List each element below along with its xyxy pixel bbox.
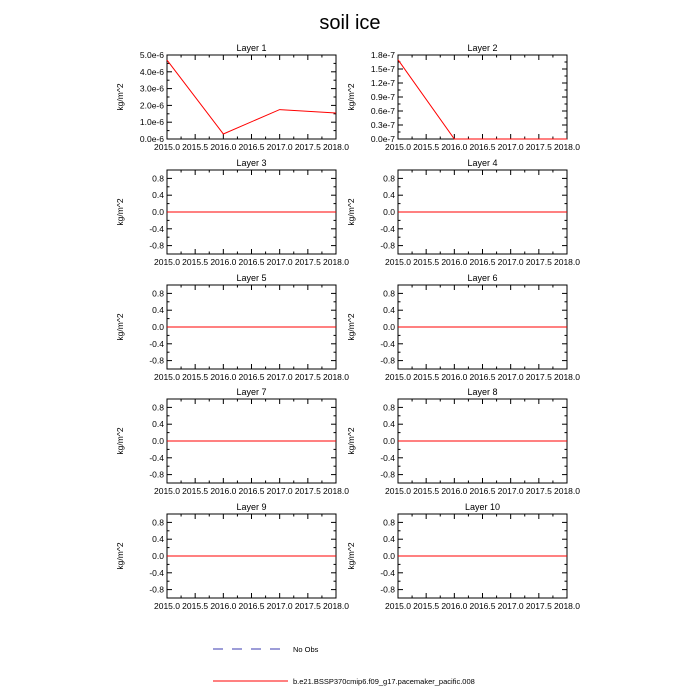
panel-10-title: Layer 10 bbox=[464, 502, 501, 512]
panel-9-ytick-label: -0.8 bbox=[149, 584, 164, 595]
panel-1-ylabel: kg/m^2 bbox=[115, 83, 125, 111]
panel-9-xtick-label: 2017.0 bbox=[266, 601, 293, 611]
panel-2-xtick-label: 2017.0 bbox=[497, 142, 524, 152]
panel-4-title: Layer 4 bbox=[467, 158, 498, 168]
panel-4-xtick-label: 2015.5 bbox=[413, 257, 440, 267]
panel-8-ylabel: kg/m^2 bbox=[346, 427, 356, 455]
panel-4-ytick-label: -0.8 bbox=[380, 240, 395, 251]
panel-3-xtick-label: 2017.0 bbox=[266, 257, 293, 267]
panel-6-xtick-label: 2015.0 bbox=[385, 372, 411, 382]
panel-6-xtick-label: 2015.5 bbox=[413, 372, 440, 382]
panel-1-ytick-label: 4.0e-6 bbox=[139, 66, 164, 77]
panel-5-xtick-label: 2015.5 bbox=[182, 372, 209, 382]
panel-1-xtick-label: 2016.5 bbox=[238, 142, 265, 152]
panel-6-ytick-label: -0.4 bbox=[380, 338, 395, 349]
panel-1-xtick-label: 2015.5 bbox=[182, 142, 209, 152]
panel-9-title: Layer 9 bbox=[236, 502, 267, 512]
panel-1-ytick-label: 0.0e-6 bbox=[139, 134, 164, 144]
panel-6-ytick-label: -0.8 bbox=[380, 355, 395, 366]
panel-9 bbox=[115, 502, 349, 611]
panel-2-frame bbox=[398, 55, 567, 139]
panel-10-ytick-label: -0.4 bbox=[380, 567, 395, 578]
panel-8-xtick-label: 2017.0 bbox=[497, 486, 524, 496]
panel-6 bbox=[346, 273, 580, 382]
panel-2 bbox=[346, 43, 580, 152]
panel-9-ylabel: kg/m^2 bbox=[115, 542, 125, 570]
panel-6-xtick-label: 2017.5 bbox=[525, 372, 552, 382]
panel-7-ytick-label: 0.0 bbox=[152, 436, 164, 446]
panel-10-ytick-label: 0.4 bbox=[383, 534, 395, 545]
panel-3-xtick-label: 2017.5 bbox=[294, 257, 321, 267]
panel-6-ytick-label: 0.0 bbox=[383, 322, 395, 332]
panel-2-xtick-label: 2018.0 bbox=[554, 142, 580, 152]
panel-5-xtick-label: 2016.5 bbox=[238, 372, 265, 382]
panel-5-ytick-label: 0.8 bbox=[152, 288, 164, 299]
panel-7 bbox=[115, 387, 349, 496]
panel-5-xtick-label: 2017.5 bbox=[294, 372, 321, 382]
panel-10 bbox=[346, 502, 580, 611]
panel-9-ytick-label: -0.4 bbox=[149, 567, 164, 578]
panel-1-ytick-label: 3.0e-6 bbox=[139, 83, 164, 94]
panel-5-ylabel: kg/m^2 bbox=[115, 313, 125, 341]
panel-10-ytick-label: 0.8 bbox=[383, 517, 395, 528]
panel-10-xtick-label: 2018.0 bbox=[554, 601, 580, 611]
panel-5-xtick-label: 2018.0 bbox=[323, 372, 349, 382]
panel-5-xtick-label: 2015.0 bbox=[154, 372, 180, 382]
panel-8-xtick-label: 2015.5 bbox=[413, 486, 440, 496]
panel-6-xtick-label: 2017.0 bbox=[497, 372, 524, 382]
panel-1-ytick-label: 1.0e-6 bbox=[139, 117, 164, 128]
panel-9-ytick-label: 0.0 bbox=[152, 551, 164, 561]
panel-8-ytick-label: 0.8 bbox=[383, 402, 395, 413]
panel-4-ytick-label: -0.4 bbox=[380, 223, 395, 234]
panel-1-frame bbox=[167, 55, 336, 139]
panel-8-ytick-label: 0.4 bbox=[383, 419, 395, 430]
panel-9-xtick-label: 2018.0 bbox=[323, 601, 349, 611]
panel-6-xtick-label: 2016.0 bbox=[441, 372, 468, 382]
panel-10-ytick-label: -0.8 bbox=[380, 584, 395, 595]
panel-7-xtick-label: 2017.5 bbox=[294, 486, 321, 496]
panel-4-ytick-label: 0.8 bbox=[383, 173, 395, 184]
panel-1-title: Layer 1 bbox=[236, 43, 267, 53]
panel-7-ytick-label: 0.8 bbox=[152, 402, 164, 413]
panel-10-xtick-label: 2015.0 bbox=[385, 601, 411, 611]
panel-9-xtick-label: 2015.5 bbox=[182, 601, 209, 611]
panel-8-ytick-label: 0.0 bbox=[383, 436, 395, 446]
panel-3-ytick-label: -0.4 bbox=[149, 223, 164, 234]
panel-3-ylabel: kg/m^2 bbox=[115, 198, 125, 226]
panel-7-ytick-label: 0.4 bbox=[152, 419, 164, 430]
legend-label-no-obs: No Obs bbox=[293, 645, 319, 654]
panel-1-xtick-label: 2016.0 bbox=[210, 142, 237, 152]
panel-7-title: Layer 7 bbox=[236, 387, 267, 397]
legend bbox=[213, 645, 475, 686]
panel-10-xtick-label: 2017.0 bbox=[497, 601, 524, 611]
panel-2-ytick-label: 0.9e-7 bbox=[370, 92, 395, 102]
panel-3 bbox=[115, 158, 349, 267]
panel-2-ytick-label: 1.2e-7 bbox=[370, 78, 395, 88]
panel-2-ytick-label: 0.0e-7 bbox=[370, 134, 395, 144]
panel-2-ytick-label: 0.6e-7 bbox=[370, 106, 395, 116]
panel-4-ylabel: kg/m^2 bbox=[346, 198, 356, 226]
legend-label-model-run: b.e21.BSSP370cmip6.f09_g17.pacemaker_pacific.008 bbox=[293, 677, 475, 686]
panel-1-xtick-label: 2017.0 bbox=[266, 142, 293, 152]
panel-6-ytick-label: 0.4 bbox=[383, 305, 395, 316]
panel-10-xtick-label: 2016.0 bbox=[441, 601, 468, 611]
panel-10-ylabel: kg/m^2 bbox=[346, 542, 356, 570]
panel-5-ytick-label: -0.8 bbox=[149, 355, 164, 366]
panel-6-title: Layer 6 bbox=[467, 273, 498, 283]
panel-10-xtick-label: 2017.5 bbox=[525, 601, 552, 611]
panel-6-ylabel: kg/m^2 bbox=[346, 313, 356, 341]
panel-9-xtick-label: 2017.5 bbox=[294, 601, 321, 611]
panel-8-title: Layer 8 bbox=[467, 387, 498, 397]
panel-7-xtick-label: 2015.0 bbox=[154, 486, 180, 496]
panel-4-xtick-label: 2017.0 bbox=[497, 257, 524, 267]
panels-group bbox=[115, 43, 580, 611]
panel-2-series-line bbox=[398, 60, 567, 139]
panel-3-ytick-label: 0.8 bbox=[152, 173, 164, 184]
panel-3-xtick-label: 2018.0 bbox=[323, 257, 349, 267]
panel-9-xtick-label: 2016.0 bbox=[210, 601, 237, 611]
panel-1-xtick-label: 2018.0 bbox=[323, 142, 349, 152]
panel-5-ytick-label: 0.4 bbox=[152, 305, 164, 316]
panel-2-ytick-label: 1.8e-7 bbox=[370, 50, 395, 60]
panel-5-xtick-label: 2017.0 bbox=[266, 372, 293, 382]
panel-7-xtick-label: 2015.5 bbox=[182, 486, 209, 496]
panel-2-xtick-label: 2016.0 bbox=[441, 142, 468, 152]
panel-5-ytick-label: -0.4 bbox=[149, 338, 164, 349]
panel-6-ytick-label: 0.8 bbox=[383, 288, 395, 299]
panel-3-ytick-label: 0.4 bbox=[152, 190, 164, 201]
panel-9-xtick-label: 2015.0 bbox=[154, 601, 180, 611]
panel-8-ytick-label: -0.8 bbox=[380, 469, 395, 480]
panel-8 bbox=[346, 387, 580, 496]
panel-7-xtick-label: 2016.0 bbox=[210, 486, 237, 496]
panel-9-ytick-label: 0.4 bbox=[152, 534, 164, 545]
panel-5-ytick-label: 0.0 bbox=[152, 322, 164, 332]
panel-9-xtick-label: 2016.5 bbox=[238, 601, 265, 611]
panel-3-xtick-label: 2015.0 bbox=[154, 257, 180, 267]
panel-2-title: Layer 2 bbox=[467, 43, 498, 53]
panel-4-xtick-label: 2018.0 bbox=[554, 257, 580, 267]
panel-1-ytick-label: 2.0e-6 bbox=[139, 100, 164, 111]
panel-3-xtick-label: 2015.5 bbox=[182, 257, 209, 267]
panel-5 bbox=[115, 273, 349, 382]
panel-8-ytick-label: -0.4 bbox=[380, 452, 395, 463]
panel-7-ytick-label: -0.8 bbox=[149, 469, 164, 480]
panel-4-xtick-label: 2016.5 bbox=[469, 257, 496, 267]
panel-2-xtick-label: 2015.0 bbox=[385, 142, 411, 152]
panel-2-ytick-label: 1.5e-7 bbox=[370, 64, 395, 74]
panel-2-xtick-label: 2015.5 bbox=[413, 142, 440, 152]
panel-8-xtick-label: 2017.5 bbox=[525, 486, 552, 496]
panel-1-ytick-label: 5.0e-6 bbox=[139, 50, 164, 60]
panel-10-xtick-label: 2016.5 bbox=[469, 601, 496, 611]
panel-8-xtick-label: 2016.0 bbox=[441, 486, 468, 496]
panel-1 bbox=[115, 43, 349, 152]
panel-4-xtick-label: 2015.0 bbox=[385, 257, 411, 267]
panel-2-ytick-label: 0.3e-7 bbox=[370, 120, 395, 130]
panel-4 bbox=[346, 158, 580, 267]
panel-2-ylabel: kg/m^2 bbox=[346, 83, 356, 111]
panel-8-xtick-label: 2015.0 bbox=[385, 486, 411, 496]
panel-7-xtick-label: 2016.5 bbox=[238, 486, 265, 496]
panel-6-xtick-label: 2016.5 bbox=[469, 372, 496, 382]
panel-7-ylabel: kg/m^2 bbox=[115, 427, 125, 455]
panel-3-title: Layer 3 bbox=[236, 158, 267, 168]
panel-8-xtick-label: 2016.5 bbox=[469, 486, 496, 496]
panel-1-xtick-label: 2017.5 bbox=[294, 142, 321, 152]
panel-4-xtick-label: 2016.0 bbox=[441, 257, 468, 267]
panel-5-xtick-label: 2016.0 bbox=[210, 372, 237, 382]
panel-1-xtick-label: 2015.0 bbox=[154, 142, 180, 152]
panel-10-xtick-label: 2015.5 bbox=[413, 601, 440, 611]
panel-2-xtick-label: 2017.5 bbox=[525, 142, 552, 152]
panel-9-ytick-label: 0.8 bbox=[152, 517, 164, 528]
panel-6-xtick-label: 2018.0 bbox=[554, 372, 580, 382]
panel-3-ytick-label: 0.0 bbox=[152, 207, 164, 217]
panel-4-ytick-label: 0.0 bbox=[383, 207, 395, 217]
panel-4-ytick-label: 0.4 bbox=[383, 190, 395, 201]
figure-title: soil ice bbox=[319, 12, 381, 34]
panel-2-xtick-label: 2016.5 bbox=[469, 142, 496, 152]
panel-5-title: Layer 5 bbox=[236, 273, 267, 283]
panel-7-xtick-label: 2017.0 bbox=[266, 486, 293, 496]
panel-3-ytick-label: -0.8 bbox=[149, 240, 164, 251]
panel-3-xtick-label: 2016.5 bbox=[238, 257, 265, 267]
panel-7-ytick-label: -0.4 bbox=[149, 452, 164, 463]
panel-4-xtick-label: 2017.5 bbox=[525, 257, 552, 267]
panel-3-xtick-label: 2016.0 bbox=[210, 257, 237, 267]
panel-10-ytick-label: 0.0 bbox=[383, 551, 395, 561]
panel-8-xtick-label: 2018.0 bbox=[554, 486, 580, 496]
panel-1-series-line bbox=[167, 60, 336, 134]
panel-7-xtick-label: 2018.0 bbox=[323, 486, 349, 496]
